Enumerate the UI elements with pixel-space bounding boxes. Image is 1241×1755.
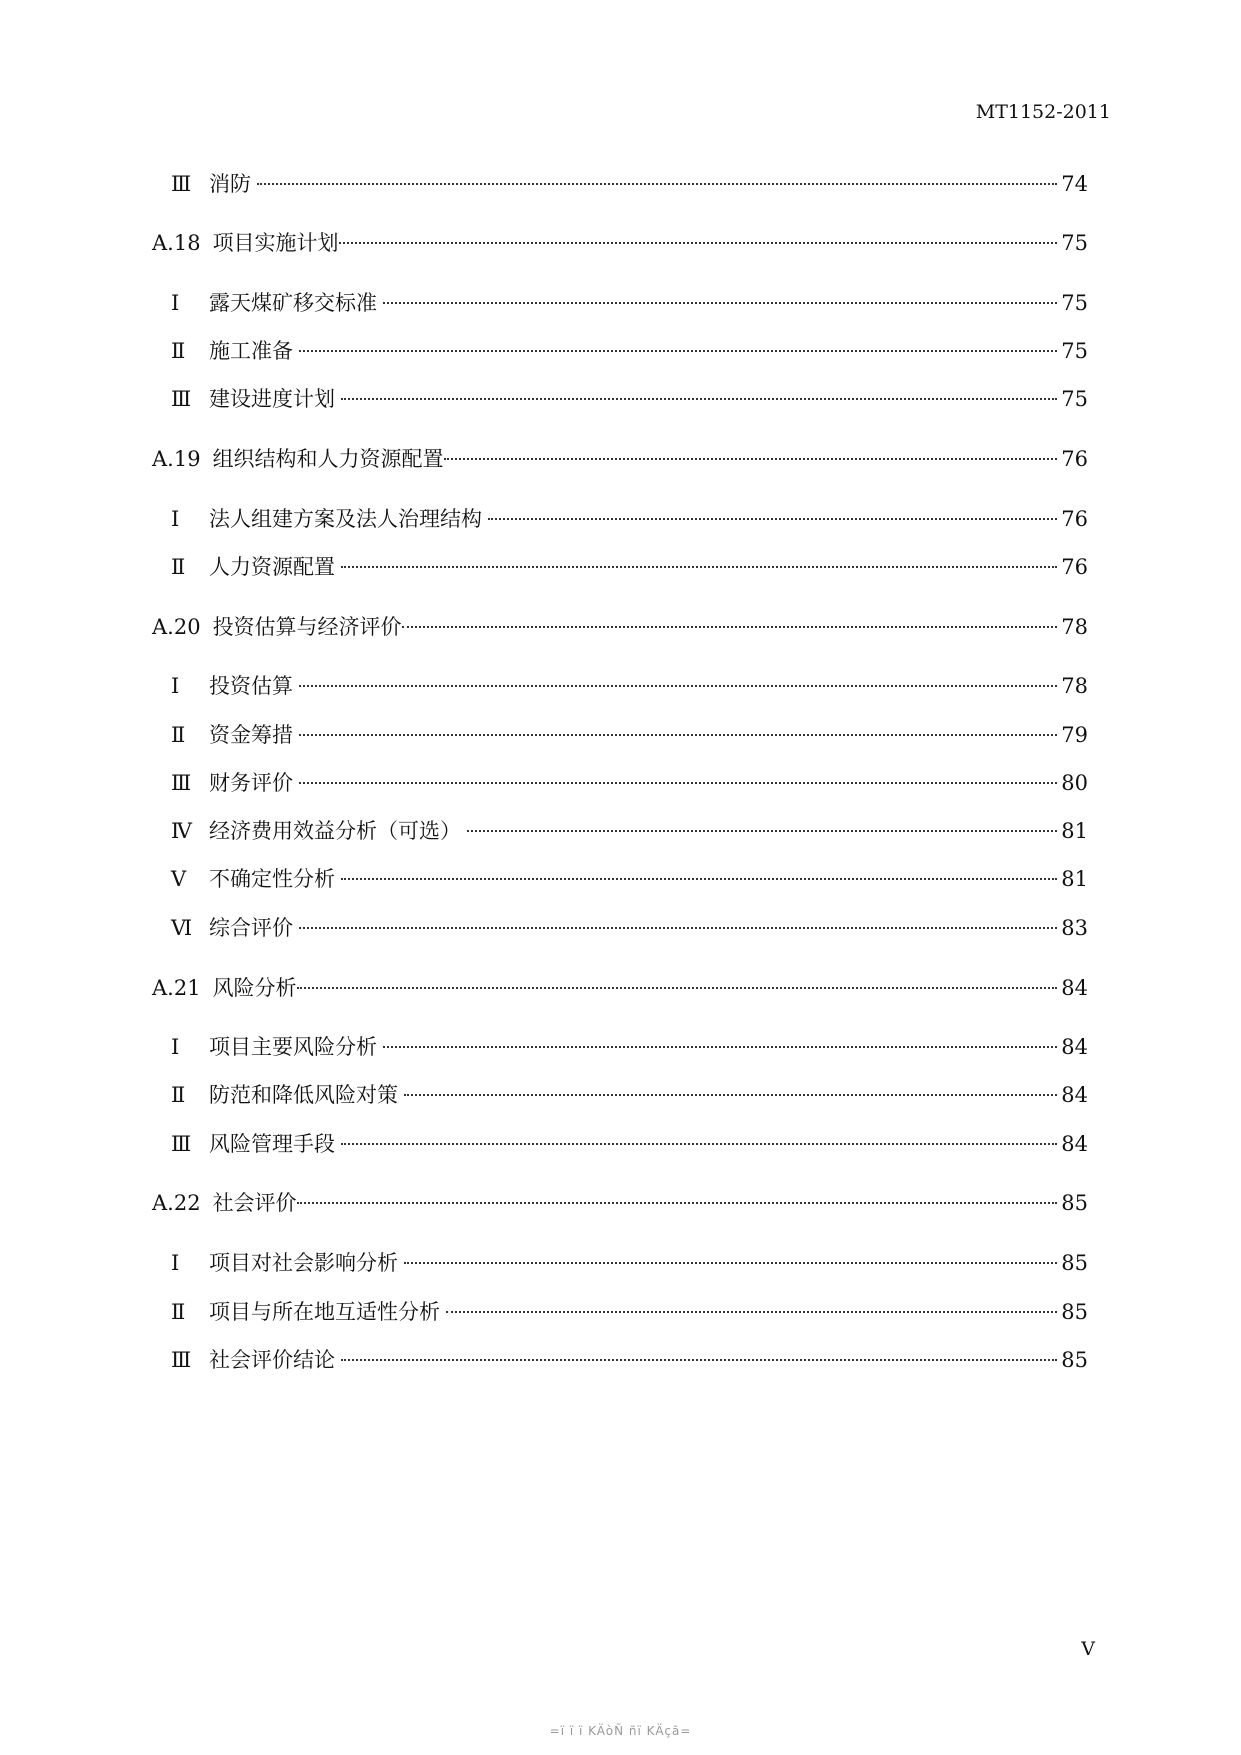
toc-dot-leader [341,878,1057,880]
footer-watermark: =ï ï ï KÄòÑ ñï KÄçã= [549,1724,692,1738]
toc-entry-number: Ⅱ [171,1300,186,1324]
toc-entry-page: 84 [1061,1132,1088,1156]
toc-entry-page: 76 [1061,555,1088,579]
toc-entry-number: Ⅱ [171,1083,186,1107]
toc-dot-leader [257,183,1057,185]
toc-entry-number: Ⅴ [171,867,187,891]
toc-entry-number: A.21 [152,976,201,1000]
toc-entry-title: 经济费用效益分析（可选） [209,819,461,843]
toc-dot-leader [444,458,1058,460]
toc-entry-number: Ⅲ [171,387,192,411]
toc-entry-number: A.18 [152,231,201,255]
toc-entry[interactable] [171,336,1088,366]
toc-entry[interactable] [152,612,1088,642]
toc-entry-title: 风险管理手段 [209,1132,335,1156]
toc-dot-leader [341,1143,1057,1145]
toc-entry-number: Ⅱ [171,555,186,579]
toc-entry-number: Ⅲ [171,1348,192,1372]
toc-dot-leader [299,782,1057,784]
toc-entry[interactable] [171,864,1088,894]
toc-entry[interactable] [171,288,1088,318]
toc-entry-number: Ⅳ [171,819,192,843]
toc-entry-page: 76 [1061,507,1088,531]
toc-entry-title: 资金筹措 [209,723,293,747]
toc-entry-title: 投资估算 [209,674,293,698]
toc-entry-number: A.19 [152,447,201,471]
toc-entry[interactable] [171,816,1088,846]
toc-entry-page: 81 [1061,867,1088,891]
toc-entry[interactable] [152,444,1088,474]
toc-dot-leader [299,927,1057,929]
toc-entry-title: 项目与所在地互适性分析 [209,1300,440,1324]
toc-entry[interactable] [171,1129,1088,1159]
toc-entry-title: 人力资源配置 [209,555,335,579]
toc-entry-title: 投资估算与经济评价 [212,615,402,639]
toc-entry-number: A.20 [152,615,201,639]
toc-entry[interactable] [152,973,1088,1003]
toc-entry[interactable] [171,913,1088,943]
toc-dot-leader [339,242,1058,244]
toc-entry-page: 76 [1061,447,1088,471]
toc-entry-title: 露天煤矿移交标准 [209,291,377,315]
toc-entry-number: Ⅰ [171,1251,180,1275]
toc-entry-title: 项目对社会影响分析 [209,1251,398,1275]
toc-entry[interactable] [152,228,1088,258]
toc-entry[interactable] [152,1188,1088,1218]
toc-entry-title: 项目实施计划 [212,231,339,255]
toc-entry-number: Ⅰ [171,1035,180,1059]
toc-entry-title: 消防 [209,172,251,196]
toc-entry[interactable] [171,1345,1088,1375]
toc-entry[interactable] [171,1032,1088,1062]
toc-entry[interactable] [171,1248,1088,1278]
toc-entry-title: 综合评价 [209,916,293,940]
toc-entry-title: 项目主要风险分析 [209,1035,377,1059]
toc-entry-page: 85 [1061,1191,1088,1215]
toc-entry[interactable] [171,504,1088,534]
toc-entry-page: 78 [1061,674,1088,698]
toc-entry-number: Ⅰ [171,507,180,531]
toc-entry-page: 75 [1061,339,1088,363]
toc-entry[interactable] [171,384,1088,414]
toc-dot-leader [297,987,1058,989]
toc-entry-page: 84 [1061,1083,1088,1107]
page-number: V [1081,1638,1095,1660]
toc-entry-page: 75 [1061,291,1088,315]
toc-entry-page: 80 [1061,771,1088,795]
toc-entry-number: Ⅲ [171,771,192,795]
toc-entry-title: 组织结构和人力资源配置 [212,447,444,471]
toc-entry-number: Ⅵ [171,916,193,940]
toc-entry-number: A.22 [152,1191,201,1215]
toc-dot-leader [446,1311,1057,1313]
toc-entry-page: 79 [1061,723,1088,747]
toc-dot-leader [341,398,1057,400]
toc-entry[interactable] [171,768,1088,798]
toc-dot-leader [467,830,1057,832]
toc-entry-title: 社会评价 [212,1191,297,1215]
toc-entry-number: Ⅱ [171,339,186,363]
toc-entry-page: 81 [1061,819,1088,843]
toc-entry-title: 社会评价结论 [209,1348,335,1372]
toc-entry-page: 75 [1061,231,1088,255]
toc-entry-number: Ⅲ [171,172,192,196]
toc-entry-page: 75 [1061,387,1088,411]
toc-entry-page: 78 [1061,615,1088,639]
toc-entry[interactable] [171,552,1088,582]
toc-dot-leader [299,350,1057,352]
toc-entry-page: 74 [1061,172,1088,196]
toc-entry-page: 85 [1061,1348,1088,1372]
toc-entry-page: 83 [1061,916,1088,940]
toc-entry[interactable] [171,720,1088,750]
toc-entry[interactable] [171,671,1088,701]
toc-entry-number: Ⅰ [171,674,180,698]
toc-entry-title: 建设进度计划 [209,387,335,411]
toc-entry[interactable] [171,1080,1088,1110]
toc-entry-page: 85 [1061,1300,1088,1324]
toc-entry-title: 不确定性分析 [209,867,335,891]
toc-entry[interactable] [171,169,1088,199]
toc-entry-page: 84 [1061,976,1088,1000]
toc-entry-title: 法人组建方案及法人治理结构 [209,507,482,531]
toc-dot-leader [404,1094,1057,1096]
toc-entry[interactable] [171,1297,1088,1327]
toc-entry-number: Ⅲ [171,1132,192,1156]
toc-dot-leader [383,1046,1057,1048]
toc-entry-title: 风险分析 [212,976,297,1000]
toc-dot-leader [299,734,1057,736]
toc-entry-title: 施工准备 [209,339,293,363]
toc-dot-leader [299,685,1057,687]
toc-dot-leader [341,566,1057,568]
toc-dot-leader [488,518,1057,520]
toc-dot-leader [383,302,1057,304]
toc-entry-title: 防范和降低风险对策 [209,1083,398,1107]
toc-dot-leader [402,626,1058,628]
toc-entry-number: Ⅰ [171,291,180,315]
toc-dot-leader [297,1202,1058,1204]
toc-entry-number: Ⅱ [171,723,186,747]
toc-entry-page: 85 [1061,1251,1088,1275]
toc-dot-leader [404,1262,1057,1264]
toc-entry-title: 财务评价 [209,771,293,795]
toc-dot-leader [341,1359,1057,1361]
document-code: MT1152-2011 [975,101,1111,123]
toc-entry-page: 84 [1061,1035,1088,1059]
